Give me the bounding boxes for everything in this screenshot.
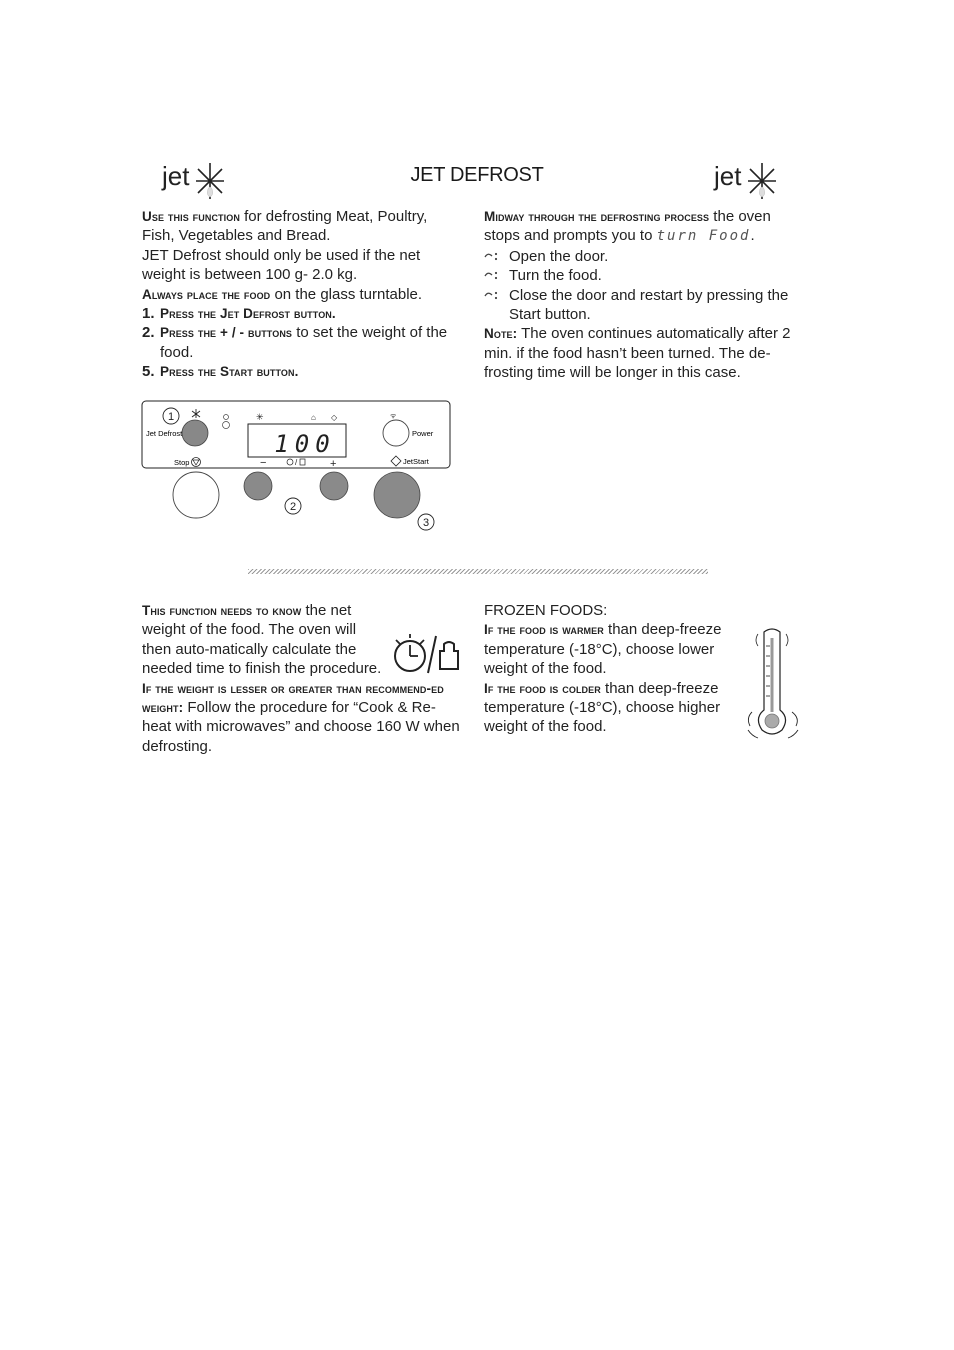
weight-section [142, 601, 462, 756]
step-2: 2. Press the + / - buttons to set the weight of the food. [142, 324, 448, 361]
callout-3: 3 [422, 517, 430, 529]
weight-deviation-paragraph: If the weight is lesser or greater than recommend-ed weight: Follow the procedure for “Cook & Re-heat with microwaves” and choose 160 W when defrosting. [142, 680, 460, 755]
defrost-indicator-icon: ✳ [256, 412, 264, 422]
display-value: 100 [274, 430, 336, 458]
jetstart-label: JetStart [403, 457, 429, 466]
frozen-heading: FROZEN FOODS: [484, 602, 608, 619]
stop-label: Stop [174, 458, 190, 467]
jet-defrost-label: Jet Defrost [146, 429, 183, 438]
power-icon: ᯤ [390, 413, 397, 420]
callout-2: 2 [289, 501, 297, 513]
bullet-open-door: Open the door. [484, 247, 800, 266]
thermometer-icon [744, 626, 804, 744]
colder-paragraph: If the food is colder than deep-freeze temperature (-18°C), choose higher weight of the food. [484, 679, 721, 736]
plus-button[interactable] [320, 472, 348, 500]
intro-paragraph: Use this function for defrosting Meat, Poultry, Fish, Vegetables and Bread. [142, 208, 428, 245]
display-prompt: turn Food [656, 228, 751, 245]
start-button[interactable] [374, 472, 420, 518]
time-weight-icon [392, 631, 462, 676]
step-5: 5. Press the Start button. [142, 363, 299, 381]
jet-logo-text: jet [162, 161, 190, 191]
minus-button[interactable] [244, 472, 272, 500]
bullet-close-door: Close the door and restart by pressing the Start button. [484, 286, 800, 325]
step-1: 1. Press the Jet Defrost button. [142, 305, 336, 323]
step-arrow-icon [484, 251, 500, 261]
power-button[interactable] [383, 420, 409, 446]
stop-button[interactable] [173, 472, 219, 518]
step-arrow-icon [484, 290, 500, 300]
minus-label: − [260, 457, 267, 469]
midway-section [484, 207, 800, 383]
control-panel-illustration [140, 398, 454, 533]
section-divider [248, 569, 708, 574]
midway-paragraph: Midway through the defrosting process the oven stops and prompts you to turn Food. [484, 208, 771, 245]
page-title: JET DEFROST [410, 164, 544, 186]
bullet-turn-food: Turn the food. [484, 266, 800, 285]
know-paragraph: This function needs to know the net weight of the food. The oven will then auto-matically calculate the needed time to finish the procedure. [142, 602, 382, 678]
note-paragraph: Note: The oven continues automatically after 2 min. if the food hasn’t been turned. The de-frosting time will be longer in this case. [484, 325, 791, 382]
jet-defrost-button[interactable] [182, 420, 208, 446]
intro-section [142, 207, 452, 382]
jet-logo-text: jet [714, 161, 742, 191]
callout-1: 1 [167, 411, 175, 423]
frozen-foods-section [484, 601, 740, 737]
step-arrow-icon [484, 270, 500, 280]
power-label: Power [412, 429, 434, 438]
placement-note: Always place the food on the glass turntable. [142, 285, 423, 303]
warmer-paragraph: If the food is warmer than deep-freeze temperature (-18°C), choose lower weight of the food. [484, 621, 722, 678]
weight-indicator-icon: ⌂ [311, 413, 316, 422]
plus-label: + [330, 458, 337, 470]
indicator-light [223, 422, 230, 429]
start-indicator-icon: ◇ [331, 413, 338, 422]
svg-text:/: / [295, 458, 298, 467]
weight-note: JET Defrost should only be used if the net weight is between 100 g- 2.0 kg. [142, 246, 421, 284]
